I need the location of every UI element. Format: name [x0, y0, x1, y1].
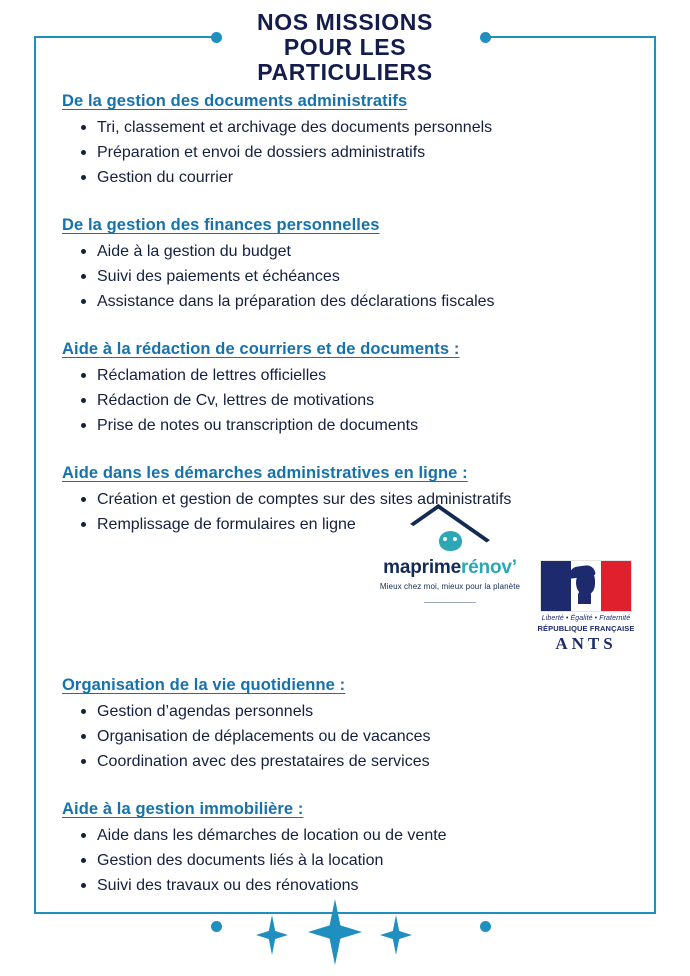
- section-items: [62, 823, 642, 898]
- spacer: [62, 206, 642, 216]
- maprimerenov-tagline: Mieux chez moi, mieux pour la planète: [379, 582, 521, 591]
- spacer: [62, 790, 642, 800]
- list-item: Suivi des paiements et échéances: [78, 264, 642, 289]
- house-roof-icon: [419, 515, 481, 555]
- list-item: Aide dans les démarches de location ou de vente: [78, 823, 642, 848]
- maprimerenov-logo: [370, 515, 530, 603]
- section-title: Aide à la gestion immobilière :: [62, 800, 304, 818]
- maprimerenov-name-part1: maprime: [383, 557, 461, 578]
- frame-dot-bottom-right: [480, 921, 491, 932]
- list-item: Organisation de déplacements ou de vacances: [78, 724, 642, 749]
- list-item: Création et gestion de comptes sur des sites administratifs: [78, 487, 642, 512]
- partner-logos: [370, 515, 640, 653]
- republic-motto: Liberté • Égalité • Fraternité: [541, 615, 631, 622]
- section-title: Aide dans les démarches administratives en ligne :: [62, 464, 468, 482]
- list-item: Suivi des travaux ou des rénovations: [78, 873, 642, 898]
- section-documents-administratifs: [62, 92, 642, 190]
- page-title: [0, 10, 690, 85]
- page-title-line-3: PARTICULIERS: [257, 59, 433, 85]
- list-item: Gestion des documents liés à la location: [78, 848, 642, 873]
- smiley-face-icon: [439, 531, 462, 551]
- list-item: Réclamation de lettres officielles: [78, 363, 642, 388]
- section-items: [62, 115, 642, 190]
- section-items: [62, 699, 642, 774]
- section-vie-quotidienne: [62, 676, 642, 774]
- french-flag-icon: [540, 560, 632, 612]
- list-item: Gestion d’agendas personnels: [78, 699, 642, 724]
- frame-dot-bottom-left: [211, 921, 222, 932]
- spacer: [62, 454, 642, 464]
- section-items: [62, 239, 642, 314]
- sparkle-decoration: [240, 895, 455, 965]
- list-item: Assistance dans la préparation des déclarations fiscales: [78, 289, 642, 314]
- ants-wordmark: ANTS: [555, 634, 617, 653]
- list-item: Coordination avec des prestataires de services: [78, 749, 642, 774]
- section-title: Organisation de la vie quotidienne :: [62, 676, 346, 694]
- list-item: Préparation et envoi de dossiers administratifs: [78, 140, 642, 165]
- marianne-icon: [565, 566, 607, 608]
- section-title: De la gestion des finances personnelles: [62, 216, 380, 234]
- list-item: Rédaction de Cv, lettres de motivations: [78, 388, 642, 413]
- page-title-line-2: POUR LES: [283, 34, 407, 60]
- list-item: Prise de notes ou transcription de documents: [78, 413, 642, 438]
- sparkle-icon-small-left: [256, 915, 288, 955]
- ants-logo: [537, 560, 635, 654]
- list-item: Gestion du courrier: [78, 165, 642, 190]
- list-item: Tri, classement et archivage des documents personnels: [78, 115, 642, 140]
- republic-label: RÉPUBLIQUE FRANÇAISE: [537, 624, 635, 633]
- section-title: Aide à la rédaction de courriers et de documents :: [62, 340, 460, 358]
- spacer: [62, 330, 642, 340]
- section-finances-personnelles: [62, 216, 642, 314]
- maprimerenov-wordmark: [370, 557, 530, 579]
- sparkle-icon-large-center: [308, 899, 362, 965]
- missions-list: [62, 92, 642, 914]
- maprimerenov-name-part2: rénov’: [460, 557, 517, 578]
- section-items: [62, 363, 642, 438]
- section-title: De la gestion des documents administratifs: [62, 92, 408, 110]
- divider: [424, 602, 476, 603]
- section-redaction-courriers: [62, 340, 642, 438]
- list-item: Remplissage de formulaires en ligne: [78, 512, 642, 537]
- sparkle-icon-small-right: [380, 915, 412, 955]
- section-gestion-immobiliere: [62, 800, 642, 898]
- marianne-neck: [578, 591, 591, 604]
- list-item: Aide à la gestion du budget: [78, 239, 642, 264]
- page-title-line-1: NOS MISSIONS: [257, 9, 433, 35]
